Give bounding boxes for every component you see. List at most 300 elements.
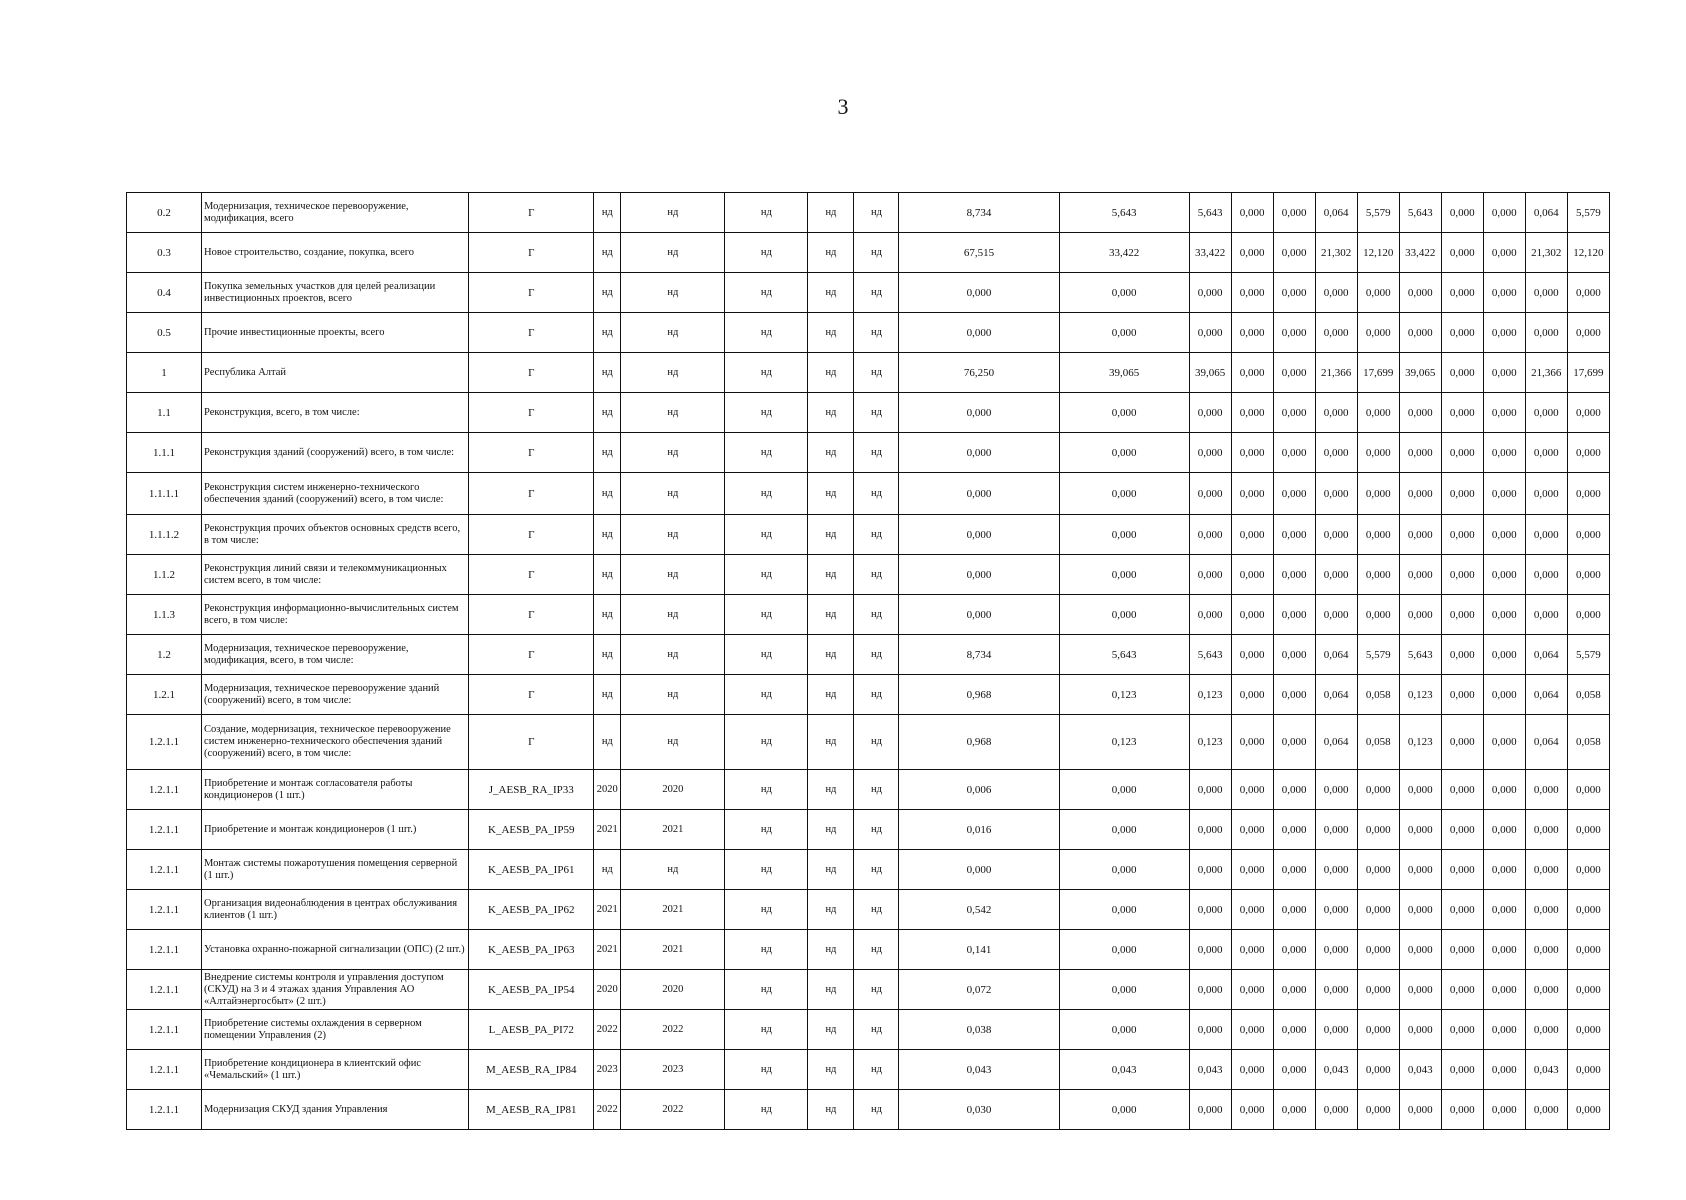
table-row — [127, 313, 1610, 353]
row-value-cell: 0,000 — [1525, 515, 1567, 555]
row-value-cell: 0,000 — [1483, 715, 1525, 770]
row-value-cell: 0,000 — [1441, 555, 1483, 595]
row-value-cell: 33,422 — [1399, 233, 1441, 273]
row-number-cell: 1.2.1.1 — [127, 850, 202, 890]
row-year-start-cell: 2023 — [594, 1050, 621, 1090]
row-col-5-cell: нд — [854, 635, 899, 675]
row-name-cell: Реконструкция зданий (сооружений) всего, в том числе: — [202, 433, 469, 473]
row-year-start-cell: 2022 — [594, 1090, 621, 1130]
row-value-cell: 0,000 — [1357, 393, 1399, 433]
row-value-cell: 0,000 — [1399, 890, 1441, 930]
table-row — [127, 353, 1610, 393]
row-value-cell: 5,579 — [1357, 635, 1399, 675]
row-col-4-cell: нд — [808, 353, 854, 393]
table-row — [127, 810, 1610, 850]
row-value-cell: 0,000 — [1189, 770, 1231, 810]
row-code-cell: Г — [469, 635, 594, 675]
row-value-cell: 0,000 — [1231, 433, 1273, 473]
row-value-cell: 0,000 — [1441, 313, 1483, 353]
row-value-cell: 0,000 — [1315, 473, 1357, 515]
row-value-cell: 0,000 — [1231, 850, 1273, 890]
row-value-cell: 0,000 — [1399, 1010, 1441, 1050]
row-value-cell: 0,000 — [1189, 273, 1231, 313]
row-col-4-cell: нд — [808, 515, 854, 555]
row-col-4-cell: нд — [808, 393, 854, 433]
row-value-cell: 0,000 — [1441, 930, 1483, 970]
row-total-cost-cell: 0,000 — [899, 515, 1059, 555]
row-value-cell: 0,000 — [1483, 970, 1525, 1010]
row-number-cell: 1.1.1.2 — [127, 515, 202, 555]
row-name-cell: Реконструкция систем инженерно-технического обеспечения зданий (сооружений) всего, в том числе: — [202, 473, 469, 515]
row-col-3-cell: нд — [725, 1010, 808, 1050]
row-value-cell: 0,000 — [1315, 1090, 1357, 1130]
row-code-cell: Г — [469, 595, 594, 635]
row-value-cell: 0,000 — [1189, 970, 1231, 1010]
row-name-cell: Установка охранно-пожарной сигнализации (ОПС) (2 шт.) — [202, 930, 469, 970]
row-year-end-cell: 2021 — [621, 930, 725, 970]
row-year-start-cell: нд — [594, 850, 621, 890]
row-year-start-cell: нд — [594, 715, 621, 770]
row-number-cell: 1.1.1.1 — [127, 473, 202, 515]
row-number-cell: 1.2.1.1 — [127, 930, 202, 970]
row-col-3-cell: нд — [725, 515, 808, 555]
row-value-cell: 0,000 — [1525, 770, 1567, 810]
row-value-cell: 0,064 — [1315, 675, 1357, 715]
row-value-cell: 0,000 — [1399, 433, 1441, 473]
row-col-3-cell: нд — [725, 970, 808, 1010]
row-col-5-cell: нд — [854, 770, 899, 810]
row-value-cell: 0,000 — [1231, 890, 1273, 930]
row-value-cell: 0,000 — [1273, 770, 1315, 810]
row-value-cell: 0,000 — [1567, 1090, 1609, 1130]
row-value-cell: 0,000 — [1231, 675, 1273, 715]
row-value-cell: 0,064 — [1315, 635, 1357, 675]
row-value-cell: 0,000 — [1441, 353, 1483, 393]
row-plan-cost-cell: 0,000 — [1059, 273, 1189, 313]
row-value-cell: 0,000 — [1315, 595, 1357, 635]
row-value-cell: 0,000 — [1273, 233, 1315, 273]
row-col-5-cell: нд — [854, 473, 899, 515]
table-row — [127, 193, 1610, 233]
row-value-cell: 0,000 — [1525, 555, 1567, 595]
row-name-cell: Монтаж системы пожаротушения помещения серверной (1 шт.) — [202, 850, 469, 890]
row-value-cell: 0,000 — [1483, 433, 1525, 473]
row-year-end-cell: нд — [621, 555, 725, 595]
row-value-cell: 0,000 — [1399, 473, 1441, 515]
row-year-start-cell: нд — [594, 595, 621, 635]
row-col-4-cell: нд — [808, 635, 854, 675]
row-number-cell: 1.2.1.1 — [127, 810, 202, 850]
row-value-cell: 0,000 — [1189, 930, 1231, 970]
row-value-cell: 0,064 — [1315, 193, 1357, 233]
row-value-cell: 0,058 — [1357, 715, 1399, 770]
row-value-cell: 0,000 — [1273, 433, 1315, 473]
row-total-cost-cell: 76,250 — [899, 353, 1059, 393]
row-value-cell: 0,000 — [1231, 930, 1273, 970]
row-value-cell: 0,000 — [1189, 433, 1231, 473]
row-plan-cost-cell: 0,000 — [1059, 393, 1189, 433]
row-value-cell: 0,000 — [1357, 970, 1399, 1010]
row-code-cell: K_AESB_PA_IP63 — [469, 930, 594, 970]
row-value-cell: 0,000 — [1483, 930, 1525, 970]
row-value-cell: 5,643 — [1189, 635, 1231, 675]
row-code-cell: K_AESB_PA_IP61 — [469, 850, 594, 890]
row-value-cell: 0,000 — [1273, 353, 1315, 393]
row-value-cell: 0,000 — [1315, 890, 1357, 930]
row-value-cell: 0,000 — [1231, 233, 1273, 273]
row-col-5-cell: нд — [854, 555, 899, 595]
table-row — [127, 515, 1610, 555]
row-value-cell: 0,000 — [1483, 555, 1525, 595]
row-code-cell: Г — [469, 715, 594, 770]
row-plan-cost-cell: 0,000 — [1059, 433, 1189, 473]
row-value-cell: 5,643 — [1399, 635, 1441, 675]
row-value-cell: 0,000 — [1231, 393, 1273, 433]
row-total-cost-cell: 0,000 — [899, 555, 1059, 595]
row-total-cost-cell: 0,141 — [899, 930, 1059, 970]
row-col-4-cell: нд — [808, 1050, 854, 1090]
row-year-end-cell: 2020 — [621, 770, 725, 810]
row-value-cell: 0,000 — [1231, 1050, 1273, 1090]
row-col-5-cell: нд — [854, 970, 899, 1010]
row-value-cell: 0,000 — [1525, 930, 1567, 970]
row-year-end-cell: 2022 — [621, 1090, 725, 1130]
row-value-cell: 0,000 — [1273, 890, 1315, 930]
table-row — [127, 473, 1610, 515]
row-plan-cost-cell: 0,000 — [1059, 810, 1189, 850]
row-col-5-cell: нд — [854, 850, 899, 890]
row-value-cell: 0,000 — [1273, 393, 1315, 433]
row-plan-cost-cell: 0,000 — [1059, 313, 1189, 353]
row-year-end-cell: нд — [621, 473, 725, 515]
row-code-cell: K_AESB_PA_IP62 — [469, 890, 594, 930]
row-year-end-cell: нд — [621, 850, 725, 890]
row-value-cell: 21,366 — [1315, 353, 1357, 393]
row-col-5-cell: нд — [854, 1050, 899, 1090]
row-col-4-cell: нд — [808, 313, 854, 353]
row-year-end-cell: 2020 — [621, 970, 725, 1010]
row-year-start-cell: 2021 — [594, 890, 621, 930]
table-row — [127, 433, 1610, 473]
row-code-cell: Г — [469, 193, 594, 233]
row-year-end-cell: нд — [621, 313, 725, 353]
row-year-start-cell: 2022 — [594, 1010, 621, 1050]
row-value-cell: 0,000 — [1357, 555, 1399, 595]
row-name-cell: Создание, модернизация, техническое перевооружение систем инженерно-технического обеспечения зданий (сооружений) всего, в том числе: — [202, 715, 469, 770]
row-year-end-cell: нд — [621, 353, 725, 393]
row-plan-cost-cell: 0,043 — [1059, 1050, 1189, 1090]
row-col-4-cell: нд — [808, 675, 854, 715]
row-name-cell: Внедрение системы контроля и управления доступом (СКУД) на 3 и 4 этажах здания Управления АО «Алтайэнергосбыт» (2 шт.) — [202, 970, 469, 1010]
row-year-end-cell: 2021 — [621, 890, 725, 930]
row-value-cell: 0,000 — [1357, 890, 1399, 930]
row-col-4-cell: нд — [808, 1090, 854, 1130]
row-year-start-cell: нд — [594, 555, 621, 595]
row-value-cell: 0,000 — [1567, 970, 1609, 1010]
row-plan-cost-cell: 0,000 — [1059, 890, 1189, 930]
row-code-cell: Г — [469, 353, 594, 393]
row-value-cell: 0,000 — [1483, 313, 1525, 353]
row-col-3-cell: нд — [725, 635, 808, 675]
row-total-cost-cell: 0,000 — [899, 273, 1059, 313]
row-value-cell: 0,000 — [1273, 473, 1315, 515]
row-value-cell: 0,000 — [1483, 233, 1525, 273]
row-col-5-cell: нд — [854, 273, 899, 313]
row-value-cell: 0,000 — [1273, 595, 1315, 635]
row-year-end-cell: нд — [621, 433, 725, 473]
row-col-5-cell: нд — [854, 675, 899, 715]
row-value-cell: 0,000 — [1231, 635, 1273, 675]
row-code-cell: Г — [469, 233, 594, 273]
row-col-5-cell: нд — [854, 353, 899, 393]
row-total-cost-cell: 0,030 — [899, 1090, 1059, 1130]
row-total-cost-cell: 0,000 — [899, 433, 1059, 473]
row-name-cell: Новое строительство, создание, покупка, всего — [202, 233, 469, 273]
row-number-cell: 0.2 — [127, 193, 202, 233]
row-total-cost-cell: 0,968 — [899, 675, 1059, 715]
row-value-cell: 0,000 — [1315, 810, 1357, 850]
row-value-cell: 0,000 — [1189, 515, 1231, 555]
row-value-cell: 0,000 — [1483, 1090, 1525, 1130]
row-value-cell: 0,043 — [1189, 1050, 1231, 1090]
row-col-3-cell: нд — [725, 890, 808, 930]
row-plan-cost-cell: 0,123 — [1059, 715, 1189, 770]
row-value-cell: 0,000 — [1231, 555, 1273, 595]
row-value-cell: 0,000 — [1441, 1050, 1483, 1090]
row-value-cell: 0,064 — [1525, 635, 1567, 675]
row-year-start-cell: нд — [594, 393, 621, 433]
row-value-cell: 0,000 — [1189, 890, 1231, 930]
row-value-cell: 0,000 — [1567, 810, 1609, 850]
row-value-cell: 0,000 — [1273, 675, 1315, 715]
row-value-cell: 0,000 — [1567, 313, 1609, 353]
row-value-cell: 0,000 — [1483, 635, 1525, 675]
row-value-cell: 0,000 — [1567, 890, 1609, 930]
row-year-end-cell: 2023 — [621, 1050, 725, 1090]
row-value-cell: 0,000 — [1567, 515, 1609, 555]
row-value-cell: 0,000 — [1399, 595, 1441, 635]
row-value-cell: 12,120 — [1567, 233, 1609, 273]
row-value-cell: 0,000 — [1189, 595, 1231, 635]
row-year-end-cell: 2021 — [621, 810, 725, 850]
row-value-cell: 0,000 — [1525, 1090, 1567, 1130]
row-code-cell: Г — [469, 473, 594, 515]
row-value-cell: 0,064 — [1525, 675, 1567, 715]
row-value-cell: 0,000 — [1273, 273, 1315, 313]
row-total-cost-cell: 0,038 — [899, 1010, 1059, 1050]
row-col-3-cell: нд — [725, 715, 808, 770]
row-plan-cost-cell: 0,000 — [1059, 970, 1189, 1010]
row-col-5-cell: нд — [854, 193, 899, 233]
row-value-cell: 0,000 — [1483, 890, 1525, 930]
row-value-cell: 0,000 — [1399, 515, 1441, 555]
row-value-cell: 0,000 — [1525, 1010, 1567, 1050]
row-value-cell: 0,000 — [1441, 1090, 1483, 1130]
row-total-cost-cell: 0,000 — [899, 595, 1059, 635]
row-col-3-cell: нд — [725, 810, 808, 850]
row-col-4-cell: нд — [808, 770, 854, 810]
row-total-cost-cell: 0,000 — [899, 850, 1059, 890]
row-value-cell: 0,000 — [1483, 850, 1525, 890]
row-value-cell: 0,000 — [1483, 675, 1525, 715]
row-year-start-cell: нд — [594, 433, 621, 473]
row-number-cell: 1.2.1.1 — [127, 970, 202, 1010]
row-value-cell: 0,000 — [1483, 515, 1525, 555]
row-value-cell: 0,000 — [1357, 473, 1399, 515]
row-year-end-cell: нд — [621, 233, 725, 273]
row-value-cell: 0,000 — [1189, 850, 1231, 890]
row-col-4-cell: нд — [808, 555, 854, 595]
row-value-cell: 0,000 — [1357, 595, 1399, 635]
row-value-cell: 0,000 — [1399, 770, 1441, 810]
row-value-cell: 0,000 — [1399, 970, 1441, 1010]
table-row — [127, 715, 1610, 770]
row-value-cell: 0,000 — [1525, 810, 1567, 850]
row-value-cell: 0,000 — [1231, 515, 1273, 555]
row-code-cell: Г — [469, 675, 594, 715]
row-value-cell: 0,000 — [1567, 473, 1609, 515]
row-value-cell: 0,043 — [1525, 1050, 1567, 1090]
row-plan-cost-cell: 0,123 — [1059, 675, 1189, 715]
row-year-start-cell: нд — [594, 233, 621, 273]
row-year-end-cell: нд — [621, 273, 725, 313]
row-col-5-cell: нд — [854, 515, 899, 555]
row-code-cell: Г — [469, 515, 594, 555]
table-row — [127, 1090, 1610, 1130]
row-year-end-cell: 2022 — [621, 1010, 725, 1050]
row-value-cell: 33,422 — [1189, 233, 1231, 273]
row-value-cell: 0,000 — [1399, 810, 1441, 850]
row-year-start-cell: 2020 — [594, 770, 621, 810]
table-row — [127, 393, 1610, 433]
table-row — [127, 555, 1610, 595]
row-col-5-cell: нд — [854, 433, 899, 473]
table-row — [127, 930, 1610, 970]
row-year-start-cell: нд — [594, 473, 621, 515]
row-name-cell: Покупка земельных участков для целей реализации инвестиционных проектов, всего — [202, 273, 469, 313]
row-col-3-cell: нд — [725, 1050, 808, 1090]
table-row — [127, 850, 1610, 890]
row-value-cell: 0,000 — [1273, 193, 1315, 233]
row-number-cell: 1.1.1 — [127, 433, 202, 473]
row-col-3-cell: нд — [725, 675, 808, 715]
row-value-cell: 0,000 — [1189, 473, 1231, 515]
row-value-cell: 0,000 — [1357, 515, 1399, 555]
row-value-cell: 0,000 — [1483, 595, 1525, 635]
row-col-5-cell: нд — [854, 890, 899, 930]
row-value-cell: 0,000 — [1315, 770, 1357, 810]
row-name-cell: Приобретение кондиционера в клиентский офис «Чемальский» (1 шт.) — [202, 1050, 469, 1090]
page-number: 3 — [837, 94, 849, 119]
row-value-cell: 0,000 — [1567, 433, 1609, 473]
row-col-4-cell: нд — [808, 850, 854, 890]
row-year-end-cell: нд — [621, 675, 725, 715]
row-value-cell: 0,000 — [1273, 555, 1315, 595]
row-col-4-cell: нд — [808, 890, 854, 930]
row-plan-cost-cell: 39,065 — [1059, 353, 1189, 393]
row-value-cell: 0,058 — [1567, 675, 1609, 715]
row-value-cell: 0,000 — [1441, 595, 1483, 635]
row-value-cell: 0,000 — [1273, 1010, 1315, 1050]
row-value-cell: 0,000 — [1357, 770, 1399, 810]
row-name-cell: Прочие инвестиционные проекты, всего — [202, 313, 469, 353]
row-year-end-cell: нд — [621, 393, 725, 433]
row-value-cell: 0,000 — [1357, 433, 1399, 473]
row-value-cell: 0,000 — [1357, 850, 1399, 890]
row-total-cost-cell: 67,515 — [899, 233, 1059, 273]
row-value-cell: 0,000 — [1189, 1010, 1231, 1050]
row-value-cell: 0,000 — [1357, 273, 1399, 313]
row-value-cell: 0,000 — [1567, 393, 1609, 433]
row-value-cell: 0,123 — [1399, 675, 1441, 715]
row-year-start-cell: 2021 — [594, 930, 621, 970]
row-value-cell: 0,000 — [1315, 970, 1357, 1010]
row-code-cell: M_AESB_RA_IP84 — [469, 1050, 594, 1090]
row-value-cell: 0,058 — [1357, 675, 1399, 715]
row-plan-cost-cell: 33,422 — [1059, 233, 1189, 273]
table-row — [127, 970, 1610, 1010]
row-value-cell: 0,064 — [1315, 715, 1357, 770]
row-col-4-cell: нд — [808, 1010, 854, 1050]
row-value-cell: 0,000 — [1525, 273, 1567, 313]
row-number-cell: 1.1 — [127, 393, 202, 433]
row-col-4-cell: нд — [808, 930, 854, 970]
row-plan-cost-cell: 0,000 — [1059, 930, 1189, 970]
row-plan-cost-cell: 0,000 — [1059, 473, 1189, 515]
row-code-cell: K_AESB_PA_IP59 — [469, 810, 594, 850]
row-value-cell: 0,000 — [1483, 473, 1525, 515]
row-year-start-cell: нд — [594, 273, 621, 313]
row-value-cell: 0,000 — [1399, 273, 1441, 313]
row-total-cost-cell: 8,734 — [899, 193, 1059, 233]
row-value-cell: 0,000 — [1189, 393, 1231, 433]
row-value-cell: 0,000 — [1273, 930, 1315, 970]
row-number-cell: 1.2.1.1 — [127, 1090, 202, 1130]
row-value-cell: 0,000 — [1315, 515, 1357, 555]
row-value-cell: 0,000 — [1273, 715, 1315, 770]
row-total-cost-cell: 0,072 — [899, 970, 1059, 1010]
row-value-cell: 0,000 — [1315, 433, 1357, 473]
row-value-cell: 0,000 — [1525, 890, 1567, 930]
row-total-cost-cell: 0,000 — [899, 473, 1059, 515]
row-value-cell: 39,065 — [1189, 353, 1231, 393]
row-value-cell: 0,000 — [1231, 770, 1273, 810]
row-col-4-cell: нд — [808, 715, 854, 770]
row-col-3-cell: нд — [725, 273, 808, 313]
row-value-cell: 0,000 — [1441, 1010, 1483, 1050]
row-code-cell: J_AESB_RA_IP33 — [469, 770, 594, 810]
row-number-cell: 1.2.1.1 — [127, 1010, 202, 1050]
row-value-cell: 0,000 — [1483, 393, 1525, 433]
row-total-cost-cell: 0,006 — [899, 770, 1059, 810]
row-plan-cost-cell: 0,000 — [1059, 1090, 1189, 1130]
row-number-cell: 0.3 — [127, 233, 202, 273]
row-value-cell: 0,000 — [1231, 970, 1273, 1010]
row-value-cell: 0,000 — [1189, 313, 1231, 353]
row-col-4-cell: нд — [808, 473, 854, 515]
row-value-cell: 0,000 — [1441, 890, 1483, 930]
row-number-cell: 0.5 — [127, 313, 202, 353]
row-value-cell: 0,000 — [1483, 273, 1525, 313]
row-col-4-cell: нд — [808, 433, 854, 473]
row-col-3-cell: нд — [725, 770, 808, 810]
row-value-cell: 0,000 — [1483, 770, 1525, 810]
table-row — [127, 233, 1610, 273]
row-value-cell: 5,643 — [1399, 193, 1441, 233]
row-name-cell: Модернизация СКУД здания Управления — [202, 1090, 469, 1130]
row-value-cell: 0,123 — [1399, 715, 1441, 770]
row-value-cell: 0,000 — [1189, 555, 1231, 595]
